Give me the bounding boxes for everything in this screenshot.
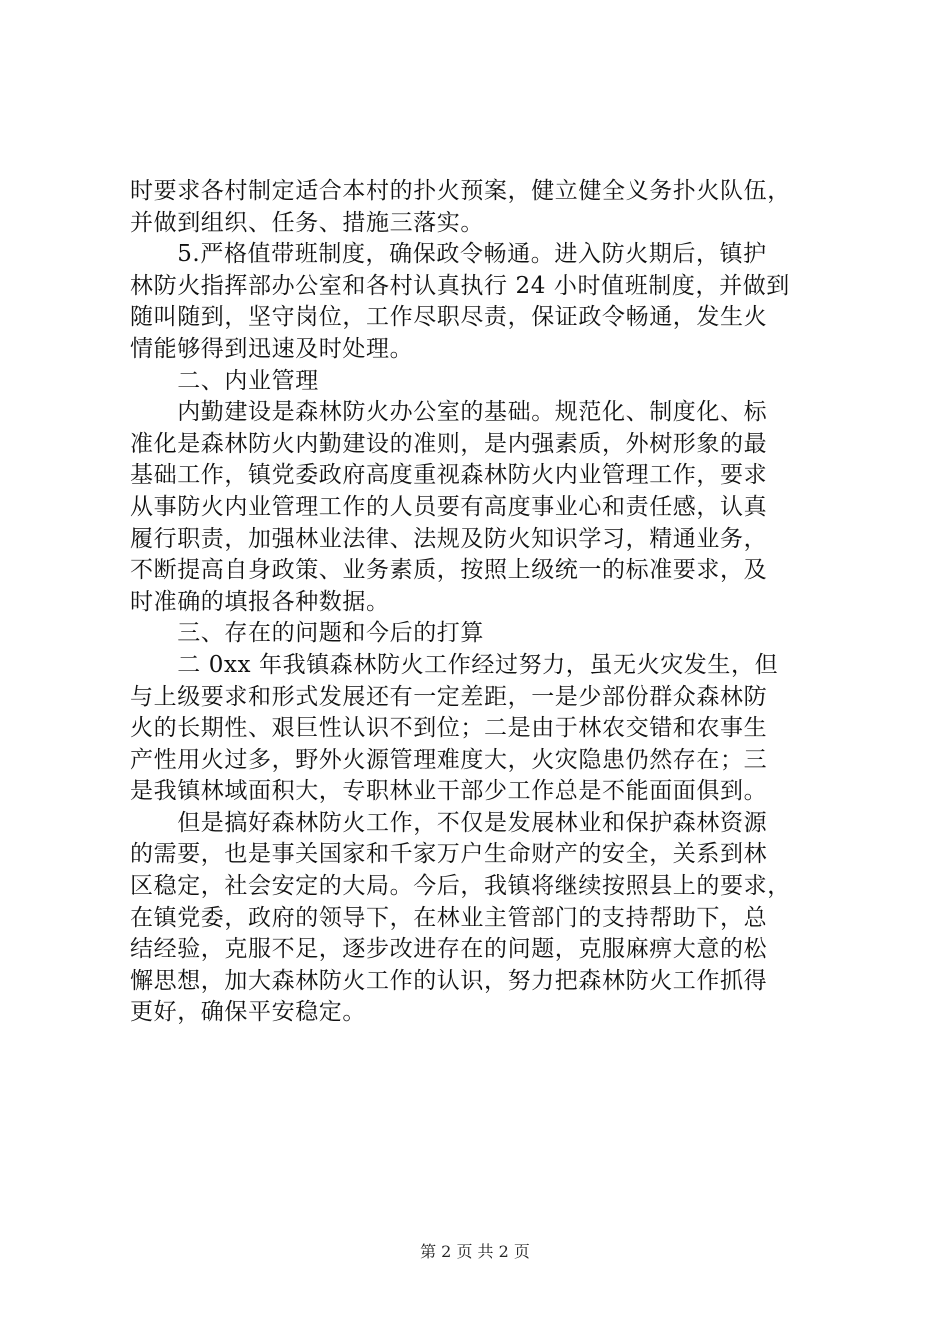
- text-line: 结经验，克服不足，逐步改进存在的问题，克服麻痹大意的松: [130, 936, 768, 963]
- text-line: 与上级要求和形式发展还有一定差距，一是少部份群众森林防: [130, 683, 768, 710]
- page-number-footer: 第 2 页 共 2 页: [420, 1242, 530, 1261]
- text-line: 从事防火内业管理工作的人员要有高度事业心和责任感，认真: [130, 493, 768, 520]
- text-line: 准化是森林防火内勤建设的准则，是内强素质，外树形象的最: [130, 430, 768, 457]
- text-line: 基础工作，镇党委政府高度重视森林防火内业管理工作，要求: [130, 462, 768, 489]
- text-line: 区稳定，社会安定的大局。今后，我镇将继续按照县上的要求，: [130, 873, 791, 900]
- text-line: 在镇党委，政府的领导下，在林业主管部门的支持帮助下，总: [130, 904, 768, 931]
- text-line: 5.严格值带班制度，确保政令畅通。进入防火期后，镇护: [130, 241, 767, 268]
- text-line: 履行职责，加强林业法律、法规及防火知识学习，精通业务，: [130, 525, 768, 552]
- text-line: 是我镇林域面积大，专职林业干部少工作总是不能面面俱到。: [130, 778, 768, 805]
- text-line: 产性用火过多，野外火源管理难度大，火灾隐患仍然存在；三: [130, 746, 768, 773]
- text-line: 的需要，也是事关国家和千家万户生命财产的安全，关系到林: [130, 841, 768, 868]
- text-line: 更好，确保平安稳定。: [130, 999, 366, 1026]
- text-line: 并做到组织、任务、措施三落实。: [130, 209, 484, 236]
- text-line: 随叫随到，坚守岗位，工作尽职尽责，保证政令畅通，发生火: [130, 304, 768, 331]
- section-heading: 二、内业管理: [130, 367, 319, 394]
- text-line: 时准确的填报各种数据。: [130, 588, 390, 615]
- text-line: 内勤建设是森林防火办公室的基础。规范化、制度化、标: [130, 399, 768, 426]
- section-heading: 三、存在的问题和今后的打算: [130, 620, 484, 647]
- text-line: 时要求各村制定适合本村的扑火预案，健立健全义务扑火队伍，: [130, 178, 791, 204]
- text-line: 二 0xx 年我镇森林防火工作经过努力，虽无火灾发生，但: [130, 651, 779, 678]
- document-body: [130, 176, 830, 1029]
- text-line: 林防火指挥部办公室和各村认真执行 24 小时值班制度，并做到: [130, 272, 790, 299]
- text-line: 不断提高自身政策、业务素质，按照上级统一的标准要求，及: [130, 557, 768, 584]
- text-line: 懈思想，加大森林防火工作的认识，努力把森林防火工作抓得: [130, 967, 768, 994]
- text-line: 火的长期性、艰巨性认识不到位；二是由于林农交错和农事生: [130, 715, 768, 742]
- text-line: 但是搞好森林防火工作，不仅是发展林业和保护森林资源: [130, 809, 768, 836]
- text-line: 情能够得到迅速及时处理。: [130, 335, 414, 362]
